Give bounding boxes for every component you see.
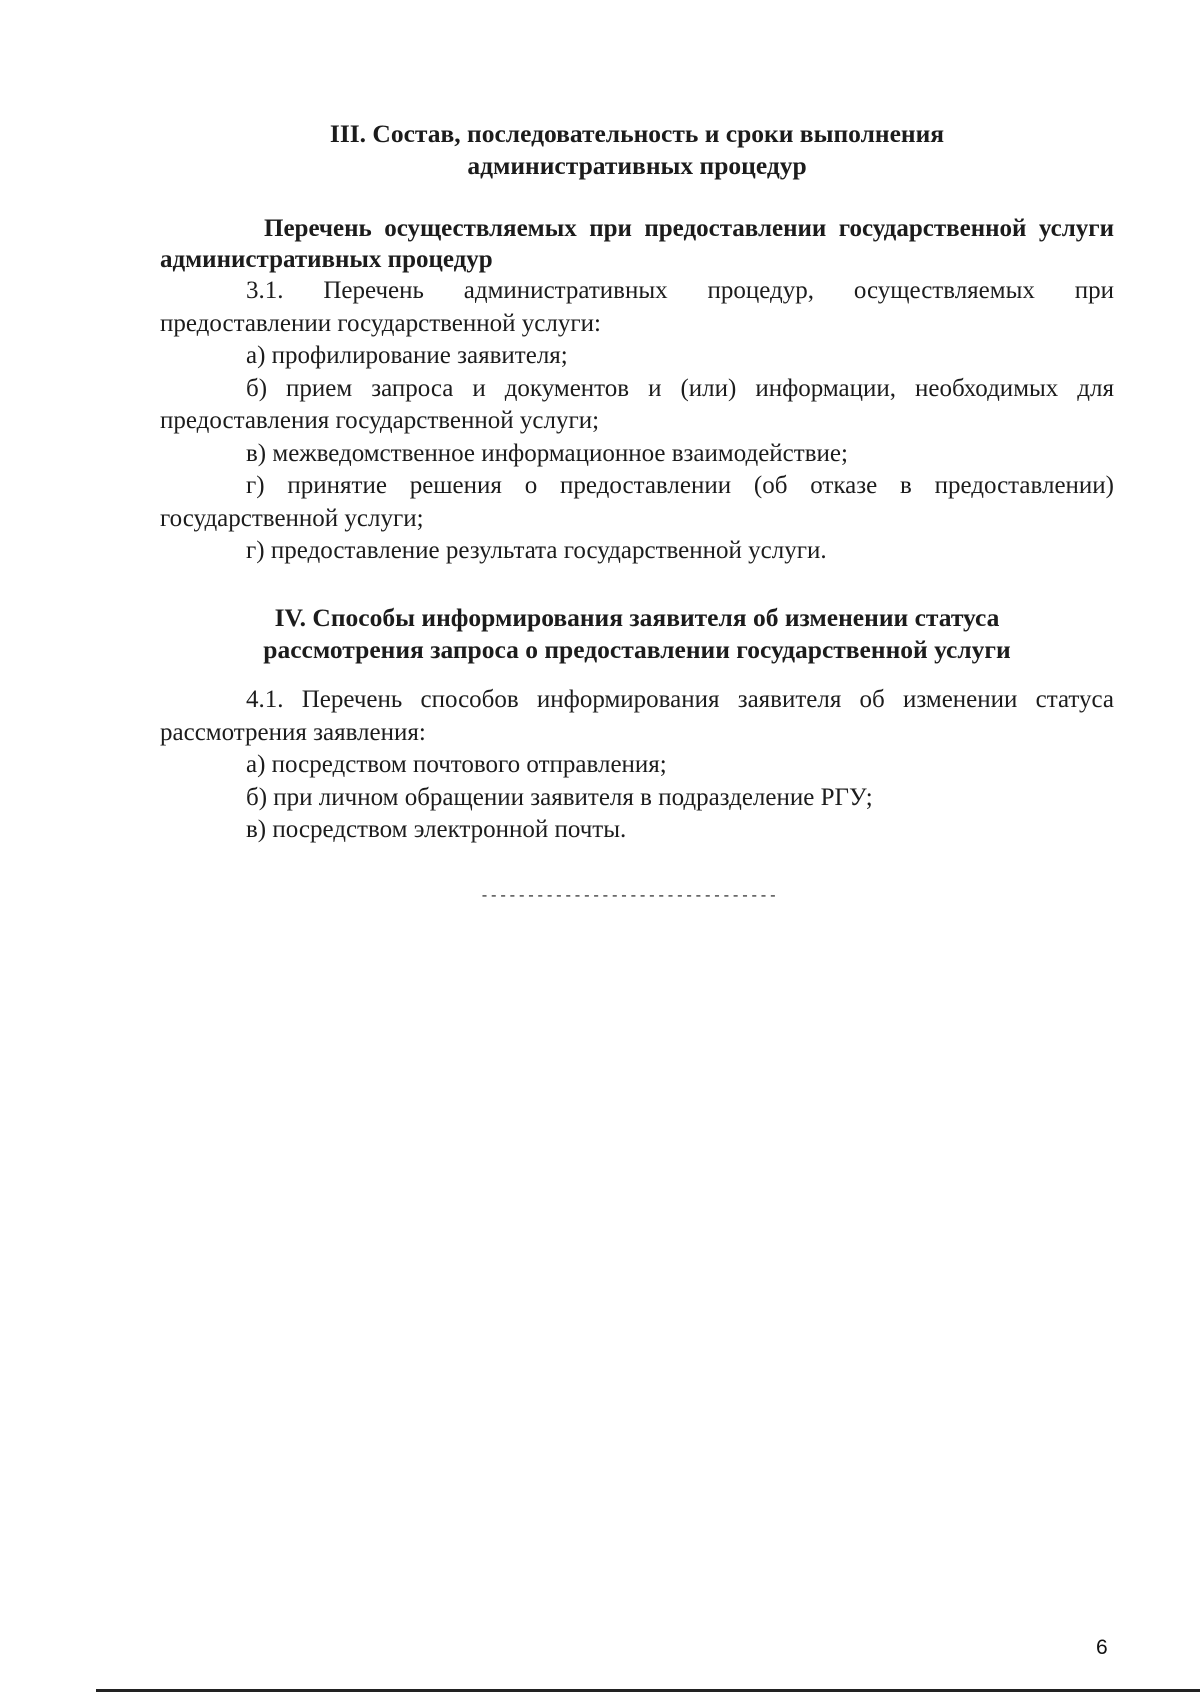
paragraph-4-1: 4.1. Перечень способов информирования заявителя об изменении статуса рассмотрения заявления: — [160, 686, 1114, 746]
subsection-procedures-block — [160, 213, 1114, 568]
list-item: в) межведомственное информационное взаимодействие; — [246, 439, 848, 467]
dashed-separator: -------------------------------- — [480, 888, 778, 905]
section-3-title-line-2: административных процедур — [467, 151, 807, 180]
section-3-heading — [160, 118, 1114, 182]
page-number: 6 — [1096, 1636, 1108, 1659]
section-4-title-line-2: рассмотрения запроса о предоставлении государственной услуги — [263, 635, 1011, 664]
subsection-title: Перечень осуществляемых при предоставлении государственной услуги административных процедур — [160, 215, 1114, 273]
list-item: г) принятие решения о предоставлении (об отказе в предоставлении) государственной услуги; — [160, 472, 1114, 532]
section-4-title-line-1: IV. Способы информирования заявителя об изменении статуса — [274, 603, 1000, 632]
list-item: б) при личном обращении заявителя в подразделение РГУ; — [246, 783, 873, 811]
section-4-block — [160, 602, 1114, 847]
section-4-heading — [160, 602, 1114, 666]
section-3-heading-block — [160, 118, 1114, 182]
list-item: а) профилирование заявителя; — [246, 342, 568, 369]
list-item: а) посредством почтового отправления; — [246, 751, 667, 778]
paragraph-3-1: 3.1. Перечень административных процедур, осуществляемых при предоставлении государственной услуги: — [160, 277, 1114, 337]
list-item: г) предоставление результата государственной услуги. — [246, 537, 827, 564]
bottom-scan-edge — [96, 1689, 1200, 1692]
section-3-title-line-1: III. Состав, последовательность и сроки выполнения — [329, 119, 945, 148]
list-item: в) посредством электронной почты. — [246, 816, 627, 843]
list-item: б) прием запроса и документов и (или) информации, необходимых для предоставления государственной услуги; — [160, 374, 1114, 434]
